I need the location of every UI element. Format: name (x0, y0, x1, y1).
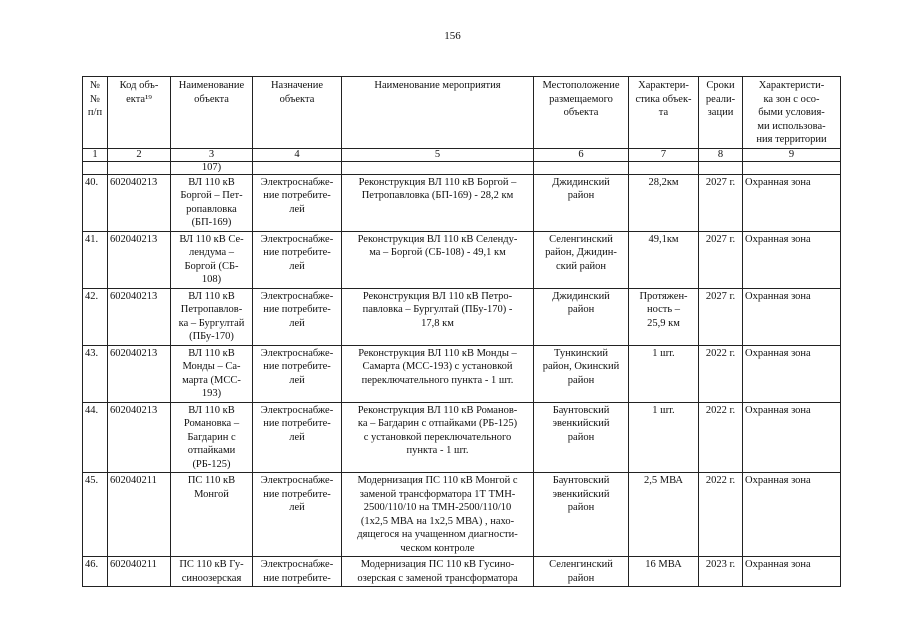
cell-name: ВЛ 110 кВ Монды – Са- марта (МСС- 193) (171, 345, 253, 402)
cell-characteristic: 2,5 МВА (629, 473, 699, 557)
column-number: 3 (171, 148, 253, 161)
header-row (83, 77, 841, 149)
page-number: 156 (444, 30, 461, 42)
cell-purpose: Электроснабже- ние потребите- лей (253, 288, 342, 345)
table-cell (342, 161, 534, 174)
column-number: 1 (83, 148, 108, 161)
table-cell (699, 161, 743, 174)
cell-zone: Охранная зона (743, 473, 841, 557)
cell-term: 2027 г. (699, 231, 743, 288)
header-cell: Наименование мероприятия (342, 77, 534, 149)
column-number: 4 (253, 148, 342, 161)
cell-characteristic: 1 шт. (629, 345, 699, 402)
cell-code: 602040213 (108, 174, 171, 231)
cell-measure: Реконструкция ВЛ 110 кВ Селенду- ма – Боргой (СБ-108) - 49,1 км (342, 231, 534, 288)
cell-characteristic: 1 шт. (629, 402, 699, 473)
cell-characteristic: Протяжен- ность – 25,9 км (629, 288, 699, 345)
cell-term: 2022 г. (699, 345, 743, 402)
cell-purpose: Электроснабже- ние потребите- лей (253, 345, 342, 402)
cell-num: 44. (83, 402, 108, 473)
cell-code: 602040211 (108, 557, 171, 587)
column-number: 6 (534, 148, 629, 161)
cell-name: ПС 110 кВ Монгой (171, 473, 253, 557)
column-number: 5 (342, 148, 534, 161)
cell-location: Баунтовский эвенкийский район (534, 473, 629, 557)
cell-zone: Охранная зона (743, 231, 841, 288)
cell-name: ВЛ 110 кВ Петропавлов- ка – Бургултай (ПБу-170) (171, 288, 253, 345)
cell-num: 46. (83, 557, 108, 587)
table-cell (108, 161, 171, 174)
column-number-row (83, 148, 841, 161)
column-number: 7 (629, 148, 699, 161)
header-cell: Наименование объекта (171, 77, 253, 149)
cell-location: Джидинский район (534, 174, 629, 231)
cell-purpose: Электроснабже- ние потребите- лей (253, 231, 342, 288)
cell-num: 41. (83, 231, 108, 288)
cell-name: ВЛ 110 кВ Боргой – Пет- ропавловка (БП-169) (171, 174, 253, 231)
cell-location: Баунтовский эвенкийский район (534, 402, 629, 473)
cell-characteristic: 49,1км (629, 231, 699, 288)
header-cell: Характеристи- ка зон с осо- быми условия- ми использова- ния территории (743, 77, 841, 149)
header-cell: Код объ- екта¹⁹ (108, 77, 171, 149)
cell-location: Селенгинский район (534, 557, 629, 587)
cell-purpose: Электроснабже- ние потребите- (253, 557, 342, 587)
table-cell (83, 161, 108, 174)
cell-num: 40. (83, 174, 108, 231)
table-cell: 107) (171, 161, 253, 174)
cell-name: ПС 110 кВ Гу- синоозерская (171, 557, 253, 587)
table-row (83, 473, 841, 557)
table-row (83, 557, 841, 587)
header-cell: Сроки реали- зации (699, 77, 743, 149)
cell-zone: Охранная зона (743, 174, 841, 231)
cell-term: 2022 г. (699, 473, 743, 557)
header-cell: Местоположение размещаемого объекта (534, 77, 629, 149)
cell-measure: Модернизация ПС 110 кВ Монгой с заменой трансформатора 1Т ТМН- 2500/110/10 на ТМН-2500/110/10 (1х2,5 МВА на 1х2,5 МВА) , нахо- дящегося на учащенном диагности- ческом контроле (342, 473, 534, 557)
cell-characteristic: 16 МВА (629, 557, 699, 587)
table-row (83, 402, 841, 473)
cell-zone: Охранная зона (743, 345, 841, 402)
table-cell (534, 161, 629, 174)
table-row (83, 174, 841, 231)
cell-code: 602040213 (108, 231, 171, 288)
cell-location: Тункинский район, Окинский район (534, 345, 629, 402)
cell-name: ВЛ 110 кВ Се- лендума – Боргой (СБ- 108) (171, 231, 253, 288)
cell-num: 45. (83, 473, 108, 557)
cell-characteristic: 28,2км (629, 174, 699, 231)
table-row (83, 288, 841, 345)
cell-measure: Реконструкция ВЛ 110 кВ Монды – Самарта (МСС-193) с установкой переключательного пункта - 1 шт. (342, 345, 534, 402)
cell-measure: Модернизация ПС 110 кВ Гусино- озерская с заменой трансформатора (342, 557, 534, 587)
cell-term: 2027 г. (699, 288, 743, 345)
cell-term: 2027 г. (699, 174, 743, 231)
header-cell: Характери- стика объек- та (629, 77, 699, 149)
cell-zone: Охранная зона (743, 288, 841, 345)
table-cell (743, 161, 841, 174)
table-cell (629, 161, 699, 174)
cell-location: Селенгинский район, Джидин- ский район (534, 231, 629, 288)
cell-name: ВЛ 110 кВ Романовка – Багдарин с отпайками (РБ-125) (171, 402, 253, 473)
cell-purpose: Электроснабже- ние потребите- лей (253, 174, 342, 231)
column-number: 9 (743, 148, 841, 161)
header-cell: № № п/п (83, 77, 108, 149)
cell-num: 42. (83, 288, 108, 345)
header-cell: Назначение объекта (253, 77, 342, 149)
table-row (83, 345, 841, 402)
cell-code: 602040213 (108, 288, 171, 345)
column-number: 8 (699, 148, 743, 161)
column-number: 2 (108, 148, 171, 161)
cell-code: 602040213 (108, 345, 171, 402)
continuation-row (83, 161, 841, 174)
cell-measure: Реконструкция ВЛ 110 кВ Боргой – Петропавловка (БП-169) - 28,2 км (342, 174, 534, 231)
cell-code: 602040211 (108, 473, 171, 557)
cell-zone: Охранная зона (743, 557, 841, 587)
cell-purpose: Электроснабже- ние потребите- лей (253, 402, 342, 473)
cell-location: Джидинский район (534, 288, 629, 345)
cell-purpose: Электроснабже- ние потребите- лей (253, 473, 342, 557)
cell-term: 2023 г. (699, 557, 743, 587)
cell-measure: Реконструкция ВЛ 110 кВ Петро- павловка – Бургултай (ПБу-170) - 17,8 км (342, 288, 534, 345)
cell-code: 602040213 (108, 402, 171, 473)
cell-term: 2022 г. (699, 402, 743, 473)
cell-num: 43. (83, 345, 108, 402)
cell-zone: Охранная зона (743, 402, 841, 473)
table-cell (253, 161, 342, 174)
objects-table (82, 76, 841, 587)
table-row (83, 231, 841, 288)
cell-measure: Реконструкция ВЛ 110 кВ Романов- ка – Багдарин с отпайками (РБ-125) с установкой переключательного пункта - 1 шт. (342, 402, 534, 473)
